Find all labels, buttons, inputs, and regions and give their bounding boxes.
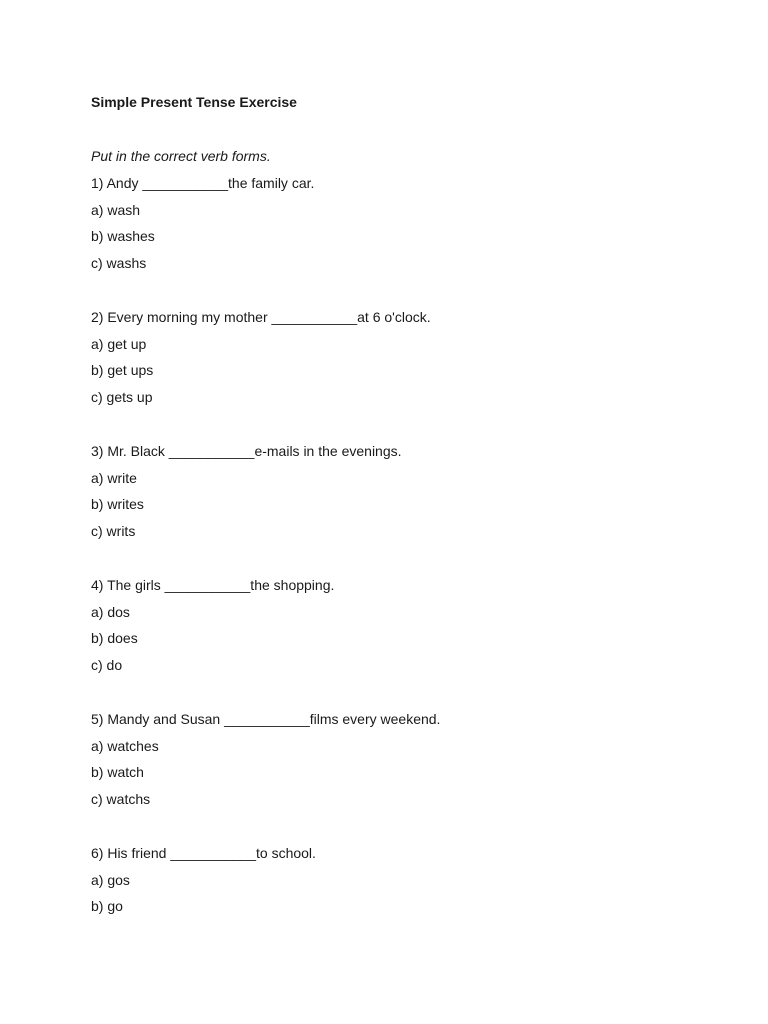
answer-option: a) write [91,469,137,486]
document-page [91,91,711,920]
question-text: 6) His friend ___________to school. [91,844,316,861]
question-text: 5) Mandy and Susan ___________films every weekend. [91,710,441,727]
answer-option: b) writes [91,496,144,513]
question-text: 4) The girls ___________the shopping. [91,576,335,593]
document-title: Simple Present Tense Exercise [91,94,297,110]
answer-option: c) washs [91,255,147,272]
answer-option: b) get ups [91,362,154,379]
answer-option: a) wash [91,201,141,218]
answer-option: c) gets up [91,389,153,406]
answer-option: a) dos [91,603,130,620]
question-4 [91,572,711,679]
question-3 [91,438,711,545]
answer-option: b) go [91,898,123,915]
exercise-instruction: Put in the correct verb forms. [91,148,271,164]
answer-option: c) watchs [91,791,151,808]
question-6 [91,840,711,920]
question-text: 2) Every morning my mother ___________at 6 o'clock. [91,308,431,325]
question-2 [91,304,711,411]
answer-option: a) watches [91,737,159,754]
answer-option: b) washes [91,228,155,245]
answer-option: a) gos [91,871,130,888]
answer-option: a) get up [91,335,147,352]
question-5 [91,706,711,813]
question-text: 1) Andy ___________the family car. [91,174,315,191]
answer-option: c) do [91,657,123,674]
question-1 [91,170,711,277]
answer-option: c) writs [91,523,136,540]
answer-option: b) does [91,630,138,647]
question-text: 3) Mr. Black ___________e-mails in the evenings. [91,442,402,459]
answer-option: b) watch [91,764,144,781]
